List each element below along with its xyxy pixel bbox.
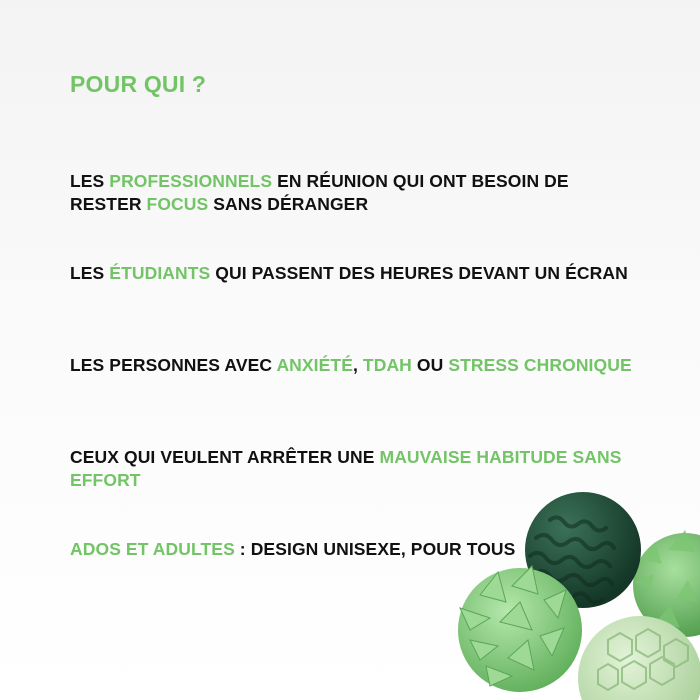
page-title: POUR QUI ?	[70, 71, 207, 97]
audience-item-anxiety	[70, 354, 645, 377]
highlight-text: MAUVAISE HABITUDE SANS EFFORT	[70, 447, 622, 490]
highlight-text: PROFESSIONNELS	[109, 171, 273, 191]
item-text: SANS DÉRANGER	[208, 194, 369, 214]
item-text: QUI PASSENT DES HEURES DEVANT UN ÉCRAN	[210, 263, 628, 283]
item-text: LES	[70, 263, 110, 283]
highlight-text: TDAH	[362, 355, 412, 375]
item-text: CEUX QUI VEULENT ARRÊTER UNE	[70, 447, 380, 467]
item-text: LES	[70, 171, 110, 191]
audience-item-bad-habit	[70, 446, 645, 492]
item-text: OU	[411, 355, 449, 375]
highlight-text: STRESS CHRONIQUE	[448, 355, 632, 375]
sensory-balls-image	[440, 490, 700, 700]
highlight-text: FOCUS	[146, 194, 209, 214]
item-text: : DESIGN UNISEXE, POUR TOUS	[234, 539, 516, 559]
item-text: ,	[352, 355, 363, 375]
audience-item-students	[70, 262, 645, 285]
item-text: EN RÉUNION QUI ONT BESOIN DE RESTER	[70, 171, 569, 214]
highlight-text: ÉTUDIANTS	[109, 263, 211, 283]
audience-item-professionals	[70, 170, 645, 216]
item-text: LES PERSONNES AVEC	[70, 355, 277, 375]
highlight-text: ANXIÉTÉ	[276, 355, 353, 375]
highlight-text: ADOS ET ADULTES	[70, 539, 235, 559]
